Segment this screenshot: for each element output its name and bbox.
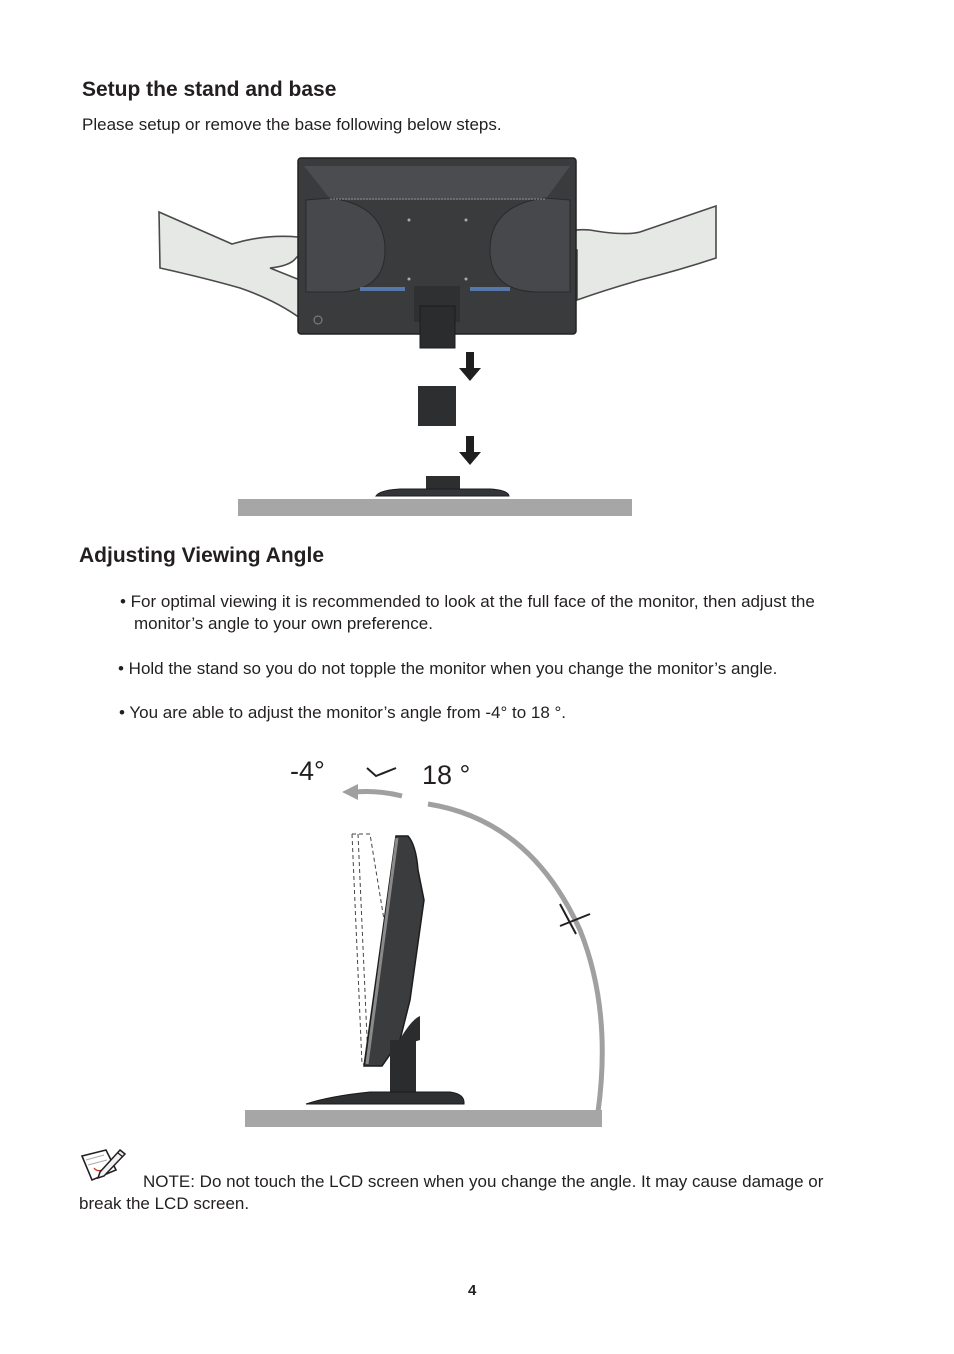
viewing-angle-bullet-1: • For optimal viewing it is recommended to look at the full face of the monitor, then adjust the xyxy=(120,592,815,611)
monitor-side-icon xyxy=(306,836,464,1104)
setup-stand-heading: Setup the stand and base xyxy=(82,78,337,101)
backward-tilt-arc xyxy=(355,792,402,797)
setup-stand-intro: Please setup or remove the base following below steps. xyxy=(82,115,502,134)
page-number: 4 xyxy=(468,1282,477,1299)
note-text-line-2: break the LCD screen. xyxy=(79,1194,250,1213)
viewing-angle-bullet-3: • You are able to adjust the monitor’s angle from -4° to 18 °. xyxy=(119,703,567,722)
note-text-line-1: NOTE: Do not touch the LCD screen when you change the angle. It may cause damage or xyxy=(143,1172,824,1191)
viewing-angle-bullet-2: • Hold the stand so you do not topple the monitor when you change the monitor’s angle. xyxy=(118,659,778,678)
forward-tilt-arc xyxy=(428,804,602,1112)
max-angle-label: 18 ° xyxy=(422,760,471,790)
table-surface xyxy=(245,1110,602,1127)
arc-arrow-icon xyxy=(342,784,358,800)
viewing-angle-heading: Adjusting Viewing Angle xyxy=(79,544,325,567)
note-pencil-icon xyxy=(80,1148,128,1188)
tilt-indicator-icon xyxy=(367,768,396,776)
min-angle-label: -4° xyxy=(290,756,325,786)
viewing-angle-bullet-1-continued: monitor’s angle to your own preference. xyxy=(134,614,433,633)
